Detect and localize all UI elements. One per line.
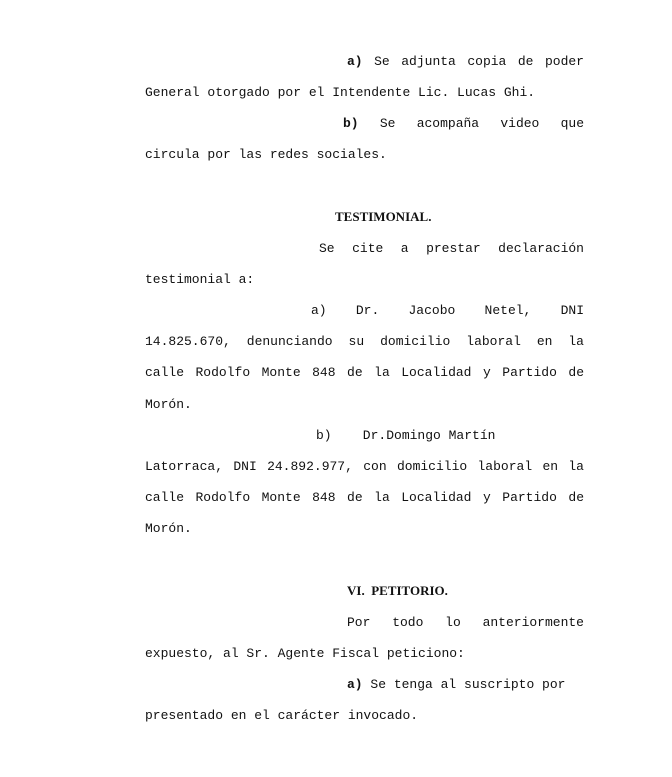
witness-b-line-1: b) Dr.Domingo Martín — [316, 428, 496, 443]
testimonial-intro-line-1: Se cite a prestar declaración — [319, 241, 584, 256]
witness-b-line-2: Latorraca, DNI 24.892.977, con domicilio laboral en la — [145, 459, 584, 474]
witness-b-line-4: Morón. — [145, 521, 192, 536]
attachment-a-line-1 — [347, 53, 584, 71]
attachment-a-line-2: General otorgado por el Intendente Lic. Lucas Ghi. — [145, 85, 536, 100]
attachment-b-line-1 — [343, 115, 584, 133]
petitorio-item-a-line-1 — [347, 676, 584, 694]
petitorio-heading: VI. PETITORIO. — [347, 583, 448, 598]
petitorio-item-a-line-2: presentado en el carácter invocado. — [145, 708, 419, 723]
attachment-a-text: Se adjunta copia de poder — [374, 54, 584, 69]
witness-b-line-3: calle Rodolfo Monte 848 de la Localidad y Partido de — [145, 490, 584, 505]
petitorio-intro-line-1: Por todo lo anteriormente — [347, 615, 584, 630]
attachment-b-label: b) — [343, 116, 359, 131]
witness-a-line-1: a) Dr. Jacobo Netel, DNI — [311, 303, 584, 318]
attachment-b-text: Se acompaña video que — [379, 116, 584, 131]
witness-a-line-2: 14.825.670, denunciando su domicilio laboral en la — [145, 334, 584, 349]
attachment-b-line-2: circula por las redes sociales. — [145, 147, 387, 162]
witness-a-line-4: Morón. — [145, 397, 192, 412]
testimonial-intro-line-2: testimonial a: — [145, 272, 255, 287]
testimonial-heading: TESTIMONIAL. — [335, 209, 432, 224]
petitorio-item-a-label: a) — [347, 677, 363, 692]
witness-a-line-3: calle Rodolfo Monte 848 de la Localidad y Partido de — [145, 365, 584, 380]
attachment-a-label: a) — [347, 54, 363, 69]
petitorio-intro-line-2: expuesto, al Sr. Agente Fiscal peticiono: — [145, 646, 465, 661]
petitorio-item-a-text: Se tenga al suscripto por — [370, 677, 566, 692]
